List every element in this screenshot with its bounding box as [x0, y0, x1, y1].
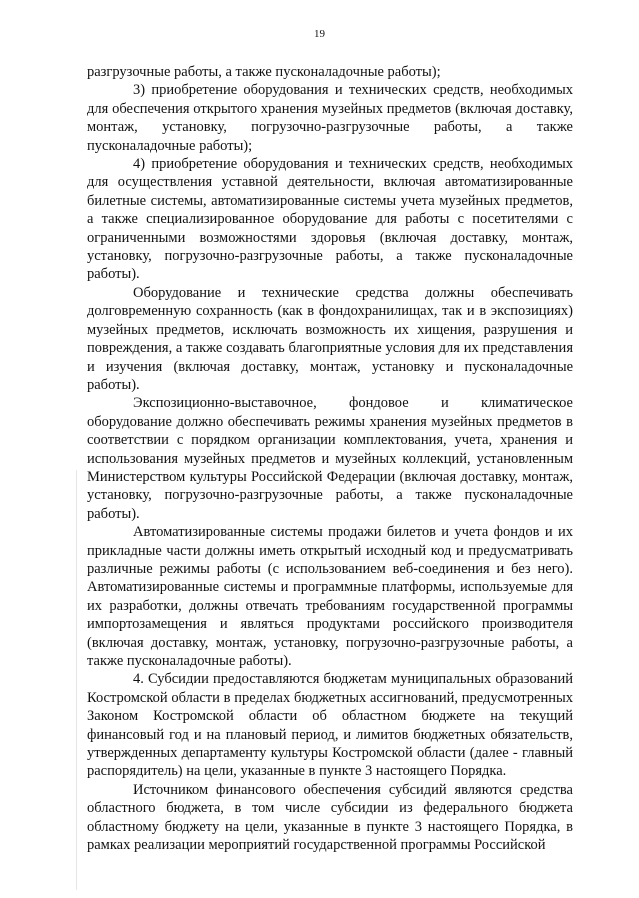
- paragraph-2: 3) приобретение оборудования и технических средств, необходимых для обеспечения открытого хранения музейных предметов (включая доставку, монтаж, установку, погрузочно-разгрузочные работы, а также пусконаладочные работы);: [87, 82, 573, 154]
- paragraph-6: Автоматизированные системы продажи билетов и учета фондов и их прикладные части должны иметь открытый исходный код и предусматривать различные режимы работы (с использованием веб-соединения и без него). Автоматизированные системы и программные платформы, используемые для их разработки, должны отвечать требованиям государственной программы импортозамещения и являться продуктами российского производителя (включая доставку, монтаж, установку, погрузочно-разгрузочные работы, а также пусконаладочные работы).: [87, 524, 573, 669]
- paragraph-1: разгрузочные работы, а также пусконаладочные работы);: [87, 64, 441, 80]
- document-body: [87, 63, 573, 854]
- scan-edge-line: [76, 470, 77, 890]
- paragraph-3: 4) приобретение оборудования и технических средств, необходимых для осуществления уставной деятельности, включая автоматизированные билетные системы, автоматизированные системы учета музейных предметов, а также специализированное оборудование для работы с посетителями с ограниченными возможностями здоровья (включая доставку, монтаж, установку, погрузочно-разгрузочные работы, а также пусконаладочные работы).: [87, 156, 573, 283]
- paragraph-7: 4. Субсидии предоставляются бюджетам муниципальных образований Костромской области в пределах бюджетных ассигнований, предусмотренных Законом Костромской области об областном бюджете на текущий финансовый год и на плановый период, и лимитов бюджетных обязательств, утвержденных департаменту культуры Костромской области (далее - главный распорядитель) на цели, указанные в пункте 3 настоящего Порядка.: [87, 671, 573, 780]
- paragraph-4: Оборудование и технические средства должны обеспечивать долговременную сохранность (как в фондохранилищах, так и в экспозициях) музейных предметов, исключать возможность их хищения, разрушения и повреждения, а также создавать благоприятные условия для их представления и изучения (включая доставку, монтаж, установку и пусконаладочные работы).: [87, 284, 573, 393]
- page-number: 19: [314, 28, 325, 40]
- paragraph-8: Источником финансового обеспечения субсидий являются средства областного бюджета, в том числе субсидии из федерального бюджета областному бюджету на цели, указанные в пункте 3 настоящего Порядка, в рамках реализации мероприятий государственной программы Российской: [87, 781, 573, 854]
- paragraph-5: Экспозиционно-выставочное, фондовое и климатическое оборудование должно обеспечивать режимы хранения музейных предметов в соответствии с порядком организации комплектования, учета, хранения и использования музейных предметов и музейных коллекций, установленным Министерством культуры Российской Федерации (включая доставку, монтаж, установку, погрузочно-разгрузочные работы, а также пусконаладочные работы).: [87, 395, 573, 522]
